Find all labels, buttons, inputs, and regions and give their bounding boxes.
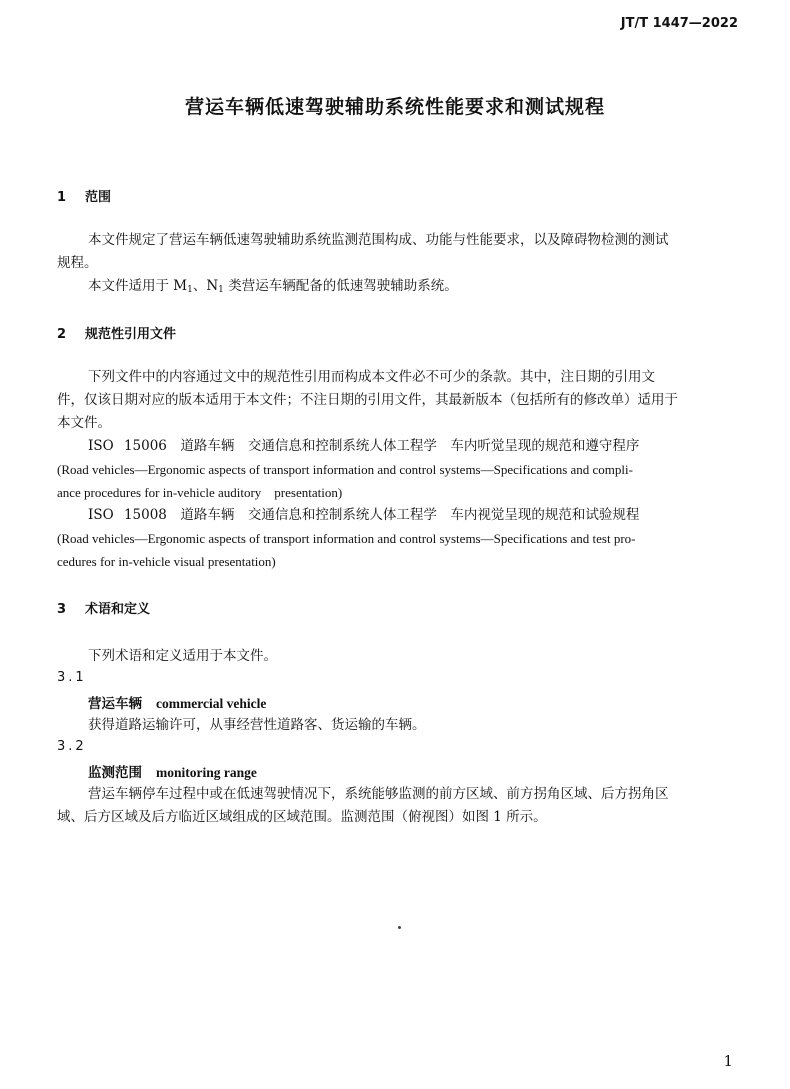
- reference-iso-15008-english: (Road vehicles—Ergonomic aspects of transport information and control systems—Specifications and test pro-: [57, 531, 636, 546]
- paragraph-line: 规程。: [57, 255, 98, 271]
- reference-iso-15006-english-cont: ance procedures for in-vehicle auditory presentation): [57, 485, 343, 500]
- reference-iso-15008-english-cont: cedures for in-vehicle visual presentation): [57, 554, 276, 569]
- term-english: monitoring range: [156, 765, 257, 780]
- section-number: 3: [57, 602, 67, 617]
- section-title: 术语和定义: [85, 602, 151, 617]
- term-entry: [88, 761, 257, 781]
- section-number: 2: [57, 327, 67, 342]
- section-1-heading: [57, 186, 111, 205]
- section-number: 1: [57, 190, 67, 205]
- section-title: 范围: [85, 190, 112, 205]
- page-number: 1: [723, 1052, 733, 1070]
- paragraph-line: 本文件规定了营运车辆低速驾驶辅助系统监测范围构成、功能与性能要求，以及障碍物检测的测试: [88, 232, 669, 248]
- scope-applicability-paragraph: 本文件适用于 $M_1$、$N_1$ 类营运车辆配备的低速驾驶辅助系统。: [88, 278, 458, 295]
- document-title: 营运车辆低速驾驶辅助系统性能要求和测试规程: [184, 96, 605, 118]
- reference-iso-15006-title: ISO 15006 道路车辆 交通信息和控制系统人体工程学 车内听觉呈现的规范和遵守程序: [88, 438, 640, 454]
- term-entry: [88, 692, 266, 712]
- section-title: 规范性引用文件: [85, 327, 177, 342]
- paragraph-line: 件，仅该日期对应的版本适用于本文件；不注日期的引用文件，其最新版本（包括所有的修改单）适用于: [57, 392, 678, 408]
- scan-speck: [398, 926, 401, 929]
- term-definition-cont: 域、后方区域及后方临近区域组成的区域范围。监测范围（俯视图）如图 1 所示。: [57, 809, 547, 825]
- paragraph-line: 本文件。: [57, 415, 111, 431]
- reference-iso-15006-english: (Road vehicles—Ergonomic aspects of transport information and control systems—Specifications and compli-: [57, 462, 633, 477]
- term-english: commercial vehicle: [156, 696, 267, 711]
- term-definition: 获得道路运输许可，从事经营性道路客、货运输的车辆。: [88, 717, 426, 733]
- term-number: 3.2: [57, 739, 87, 754]
- section-2-heading: [57, 323, 176, 342]
- standard-number: JT/T 1447—2022: [620, 16, 738, 31]
- paragraph-line: 下列术语和定义适用于本文件。: [88, 648, 277, 664]
- reference-iso-15008-title: ISO 15008 道路车辆 交通信息和控制系统人体工程学 车内视觉呈现的规范和试验规程: [88, 507, 640, 523]
- term-number: 3.1: [57, 670, 87, 685]
- term-definition: 营运车辆停车过程中或在低速驾驶情况下，系统能够监测的前方区域、前方拐角区域、后方拐角区: [88, 786, 669, 802]
- term-chinese: 营运车辆: [88, 696, 142, 712]
- paragraph-line: 下列文件中的内容通过文中的规范性引用而构成本文件必不可少的条款。其中，注日期的引用文: [88, 369, 655, 385]
- section-3-heading: [57, 598, 150, 617]
- term-chinese: 监测范围: [88, 765, 142, 781]
